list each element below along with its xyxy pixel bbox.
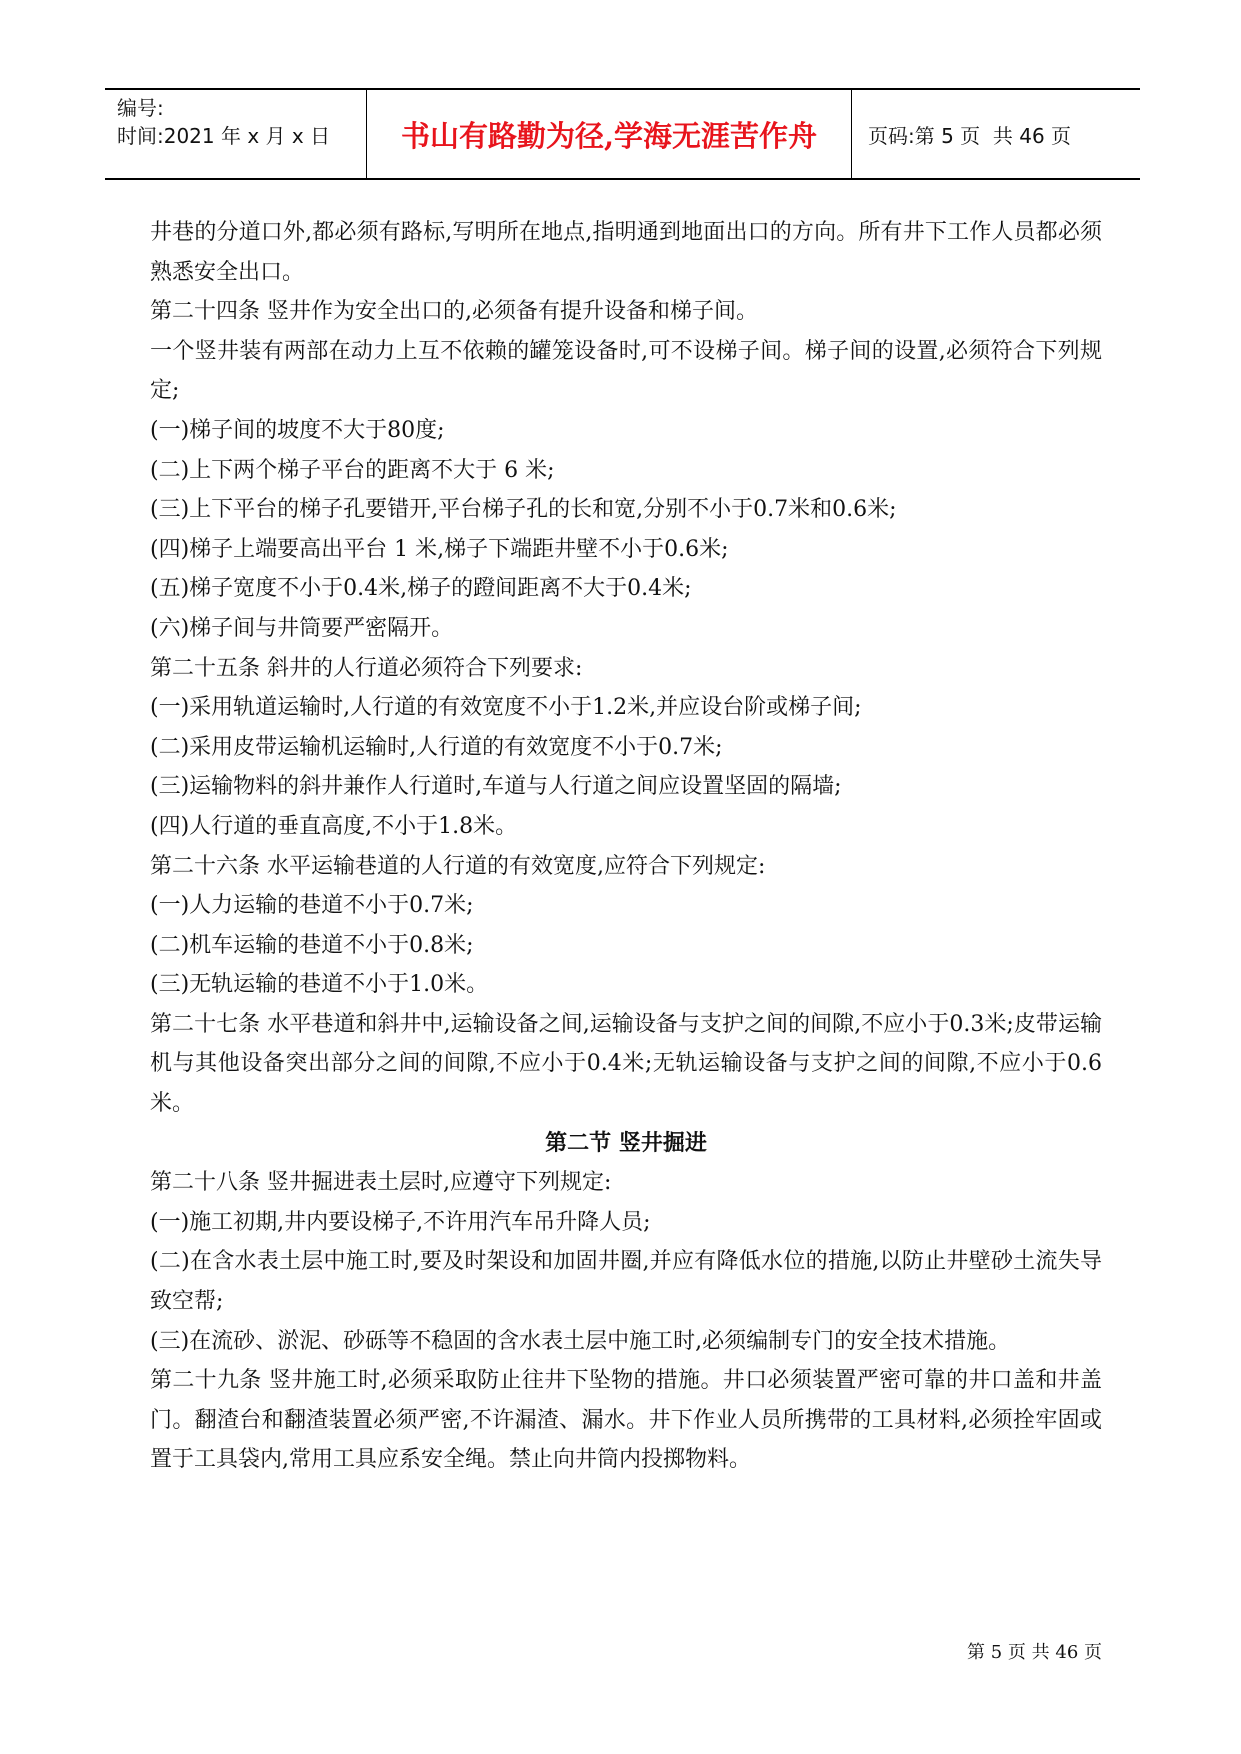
body-paragraph: 第二十五条 斜井的人行道必须符合下列要求: (150, 655, 583, 681)
body-paragraph: (三)上下平台的梯子孔要错开,平台梯子孔的长和宽,分别不小于0.7米和0.6米; (150, 497, 897, 523)
body-paragraph: (一)采用轨道运输时,人行道的有效宽度不小于1.2米,并应设台阶或梯子间; (150, 695, 862, 721)
body-paragraph: (四)梯子上端要高出平台 1 米,梯子下端距井壁不小于0.6米; (150, 536, 729, 562)
body-paragraph: 井巷的分道口外,都必须有路标,写明所在地点,指明通到地面出口的方向。所有井下工作人员都必须熟悉安全出口。 (150, 220, 1102, 285)
body-paragraph: 第二十八条 竖井掘进表土层时,应遵守下列规定: (150, 1170, 612, 1196)
body-paragraph: (一)人力运输的巷道不小于0.7米; (150, 893, 474, 919)
document-time: 时间:2021 年 x 月 x 日 (117, 124, 331, 148)
page-footer: 第 5 页 共 46 页 (967, 1642, 1102, 1663)
body-paragraph: 第二十六条 水平运输巷道的人行道的有效宽度,应符合下列规定: (150, 853, 766, 879)
document-number-label: 编号: (117, 96, 164, 120)
header-page-info: 页码:第 5 页 共 46 页 (868, 123, 1072, 148)
body-paragraph: (二)采用皮带运输机运输时,人行道的有效宽度不小于0.7米; (150, 734, 723, 760)
body-paragraph: 第二十七条 水平巷道和斜井中,运输设备之间,运输设备与支护之间的间隙,不应小于0.3米;皮带运输机与其他设备突出部分之间的间隙,不应小于0.4米;无轨运输设备与支护之间的间隙,不应小于0.6米。 (150, 1011, 1102, 1117)
section-heading: 第二节 竖井掘进 (545, 1130, 707, 1156)
body-paragraph: 第二十九条 竖井施工时,必须采取防止往井下坠物的措施。井口必须装置严密可靠的井口盖和井盖门。翻渣台和翻渣装置必须严密,不许漏渣、漏水。井下作业人员所携带的工具材料,必须拴牢固或置于工具袋内,常用工具应系安全绳。禁止向井筒内投掷物料。 (150, 1368, 1102, 1473)
body-paragraph: (六)梯子间与井筒要严密隔开。 (150, 615, 454, 641)
page-header (105, 88, 1140, 180)
body-paragraph: (一)梯子间的坡度不大于80度; (150, 417, 445, 443)
body-paragraph: (三)无轨运输的巷道不小于1.0米。 (150, 972, 489, 998)
document-body (150, 213, 1102, 1480)
body-paragraph: (三)运输物料的斜井兼作人行道时,车道与人行道之间应设置坚固的隔墙; (150, 774, 842, 800)
header-meta (105, 90, 367, 178)
header-slogan: 书山有路勤为径,学海无涯苦作舟 (367, 90, 852, 178)
body-paragraph: (二)机车运输的巷道不小于0.8米; (150, 932, 474, 958)
body-paragraph: (二)在含水表土层中施工时,要及时架设和加固井圈,并应有降低水位的措施,以防止井壁砂土流失导致空帮; (150, 1249, 1102, 1315)
body-paragraph: 第二十四条 竖井作为安全出口的,必须备有提升设备和梯子间。 (150, 299, 758, 325)
body-paragraph: (二)上下两个梯子平台的距离不大于 6 米; (150, 457, 555, 483)
body-paragraph: (四)人行道的垂直高度,不小于1.8米。 (150, 813, 518, 839)
body-paragraph: (三)在流砂、淤泥、砂砾等不稳固的含水表土层中施工时,必须编制专门的安全技术措施。 (150, 1328, 1011, 1354)
body-paragraph: (五)梯子宽度不小于0.4米,梯子的蹬间距离不大于0.4米; (150, 576, 692, 602)
body-paragraph: (一)施工初期,井内要设梯子,不许用汽车吊升降人员; (150, 1209, 651, 1235)
body-paragraph: 一个竖井装有两部在动力上互不依赖的罐笼设备时,可不设梯子间。梯子间的设置,必须符合下列规定; (150, 338, 1102, 404)
